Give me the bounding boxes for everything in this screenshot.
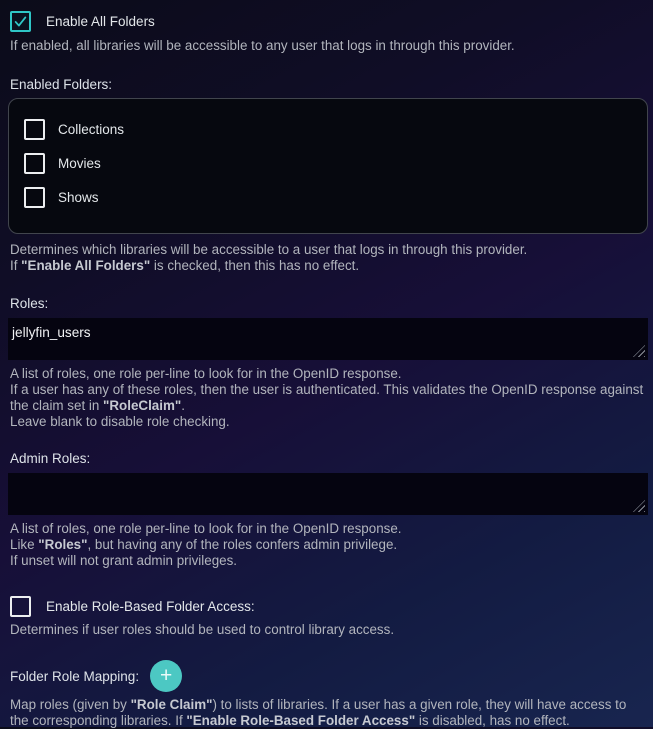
enabled-folders-help [10,242,648,274]
role-based-folder-access-row[interactable] [10,596,648,617]
enabled-folders-help-line2: If "Enable All Folders" is checked, then this has no effect. [10,258,360,273]
shows-checkbox[interactable] [24,187,45,208]
folder-role-mapping-label: Folder Role Mapping: [10,668,140,684]
roles-textarea[interactable] [8,318,648,360]
checkmark-icon [12,13,29,30]
enable-all-folders-label: Enable All Folders [46,14,155,29]
role-based-folder-access-help: Determines if user roles should be used to control library access. [10,622,395,637]
shows-label: Shows [58,190,99,205]
roles-label: Roles: [10,296,49,311]
roles-help-line2: If a user has any of these roles, then the user is authenticated. This validates the OpenID response against the claim set in "RoleClaim". [10,382,644,413]
collections-checkbox[interactable] [24,119,45,140]
folder-option-collections[interactable] [24,119,632,140]
movies-checkbox[interactable] [24,153,45,174]
roles-help-line3: Leave blank to disable role checking. [10,414,230,429]
add-folder-role-mapping-button[interactable] [150,660,182,692]
plus-icon: + [159,664,173,687]
role-based-folder-access-checkbox[interactable] [10,596,31,617]
enabled-folders-group [8,98,648,234]
role-based-folder-access-label: Enable Role-Based Folder Access: [46,599,255,614]
folder-option-movies[interactable] [24,153,632,174]
enabled-folders-help-line1: Determines which libraries will be accessible to a user that logs in through this provider. [10,242,528,257]
movies-label: Movies [58,156,101,171]
enable-all-folders-row[interactable] [10,11,648,32]
admin-roles-help-line1: A list of roles, one role per-line to look for in the OpenID response. [10,521,402,536]
roles-textarea-wrap [8,318,648,360]
folder-role-mapping-row [10,660,648,692]
folder-role-mapping-help: Map roles (given by "Role Claim") to lists of libraries. If a user has a given role, they will have access to the corresponding libraries. If "Enable Role-Based Folder Access" is disabled, has no effect. [10,697,627,728]
admin-roles-textarea[interactable] [8,473,648,515]
admin-roles-help-line2: Like "Roles", but having any of the roles confers admin privilege. [10,537,398,552]
enable-all-folders-help: If enabled, all libraries will be accessible to any user that logs in through this provider. [10,38,515,53]
admin-roles-label: Admin Roles: [10,451,91,466]
enabled-folders-label: Enabled Folders: [10,77,113,92]
roles-help-line1: A list of roles, one role per-line to look for in the OpenID response. [10,366,402,381]
collections-label: Collections [58,122,125,137]
admin-roles-help-line3: If unset will not grant admin privileges. [10,553,238,568]
admin-roles-help [10,521,648,569]
enable-all-folders-checkbox[interactable] [10,11,31,32]
roles-help [10,366,648,430]
admin-roles-textarea-wrap [8,473,648,515]
folder-option-shows[interactable] [24,187,632,208]
